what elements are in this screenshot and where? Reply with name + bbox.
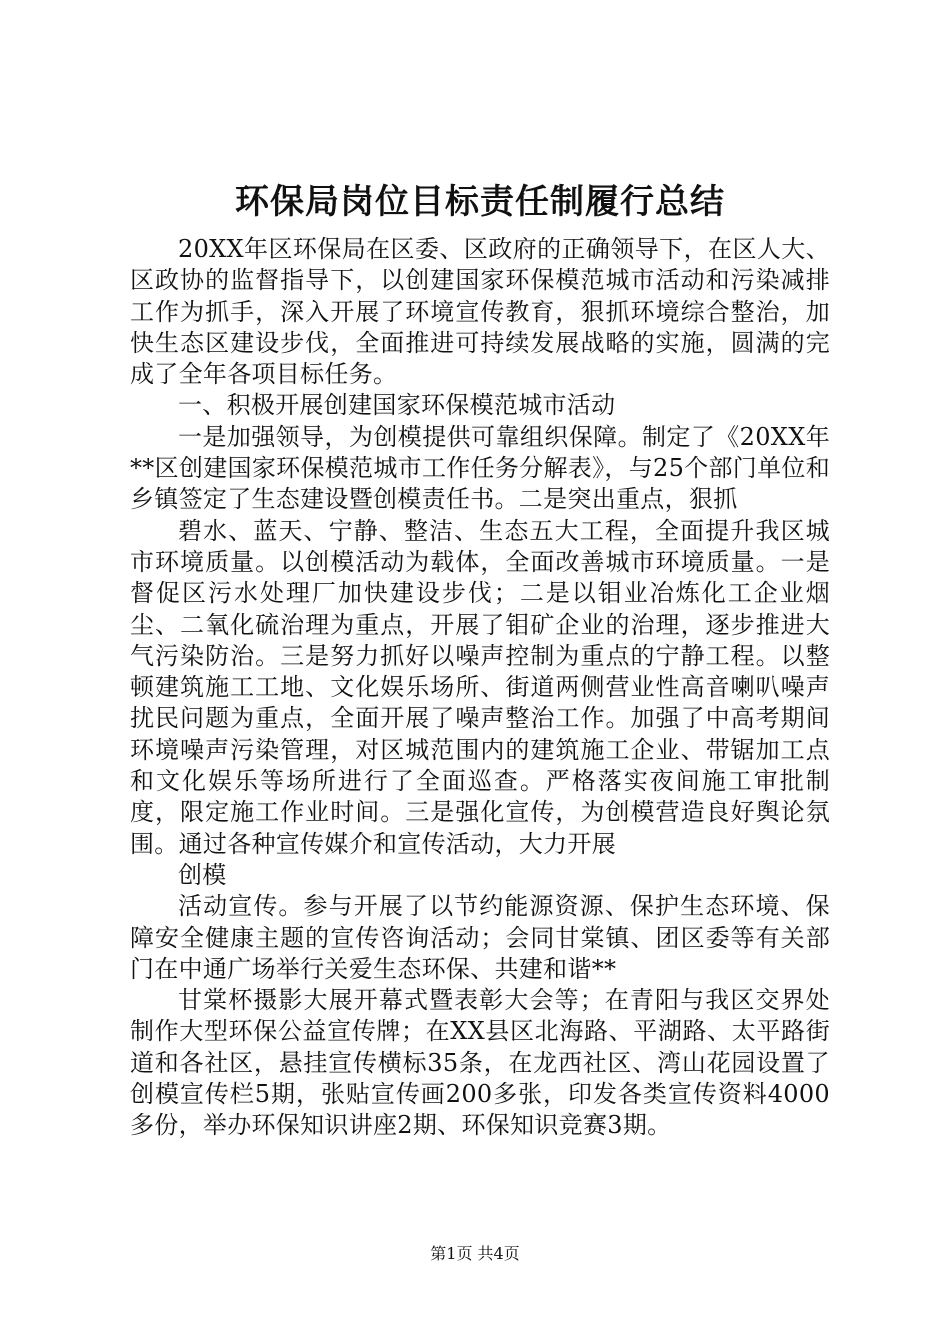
paragraph-fragment: 创模	[178, 860, 227, 889]
paragraph-five-projects: 碧水、蓝天、宁静、整洁、生态五大工程，全面提升我区城市环境质量。以创模活动为载体，全面改善城市环境质量。一是督促区污水处理厂加快建设步伐；二是以钼业冶炼化工企业烟尘、二氧化硫治理为重点，开展了钼矿企业的治理，逐步推进大气污染防治。三是努力抓好以噪声控制为重点的宁静工程。以整顿建筑施工工地、文化娱乐场所、街道两侧营业性高音喇叭噪声扰民问题为重点，全面开展了噪声整治工作。加强了中高考期间环境噪声污染管理，对区城范围内的建筑施工企业、带锯加工点和文化娱乐等场所进行了全面巡查。严格落实夜间施工审批制度，限定施工作业时间。三是强化宣传，为创模营造良好舆论氛围。通过各种宣传媒介和宣传活动，大力开展	[130, 516, 830, 858]
section-heading-1: 一、积极开展创建国家环保模范城市活动	[178, 391, 616, 420]
document-page	[130, 178, 830, 1142]
paragraph-publicity: 甘棠杯摄影大展开幕式暨表彰大会等；在青阳与我区交界处制作大型环保公益宣传牌；在XX县区北海路、平湖路、太平路街道和各社区，悬挂宣传横标35条，在龙西社区、湾山花园设置了创模宣传栏5期，张贴宣传画200多张，印发各类宣传资料4000多份，举办环保知识讲座2期、环保知识竞赛3期。	[130, 986, 830, 1140]
paragraph-campaign: 活动宣传。参与开展了以节约能源资源、保护生态环境、保障安全健康主题的宣传咨询活动；会同甘棠镇、团区委等有关部门在中通广场举行关爱生态环保、共建和谐**	[130, 892, 830, 983]
page-footer: 第1页 共4页	[430, 1244, 520, 1263]
document-title: 环保局岗位目标责任制履行总结	[235, 182, 725, 222]
paragraph-intro: 20XX年区环保局在区委、区政府的正确领导下，在区人大、区政协的监督指导下，以创建国家环保模范城市活动和污染减排工作为抓手，深入开展了环境宣传教育，狠抓环境综合整治，加快生态区建设步伐，全面推进可持续发展战略的实施，圆满的完成了全年各项目标任务。	[130, 235, 830, 389]
paragraph-leadership: 一是加强领导，为创模提供可靠组织保障。制定了《20XX年**区创建国家环保模范城市工作任务分解表》，与25个部门单位和乡镇签定了生态建设暨创模责任书。二是突出重点，狠抓	[130, 422, 830, 514]
